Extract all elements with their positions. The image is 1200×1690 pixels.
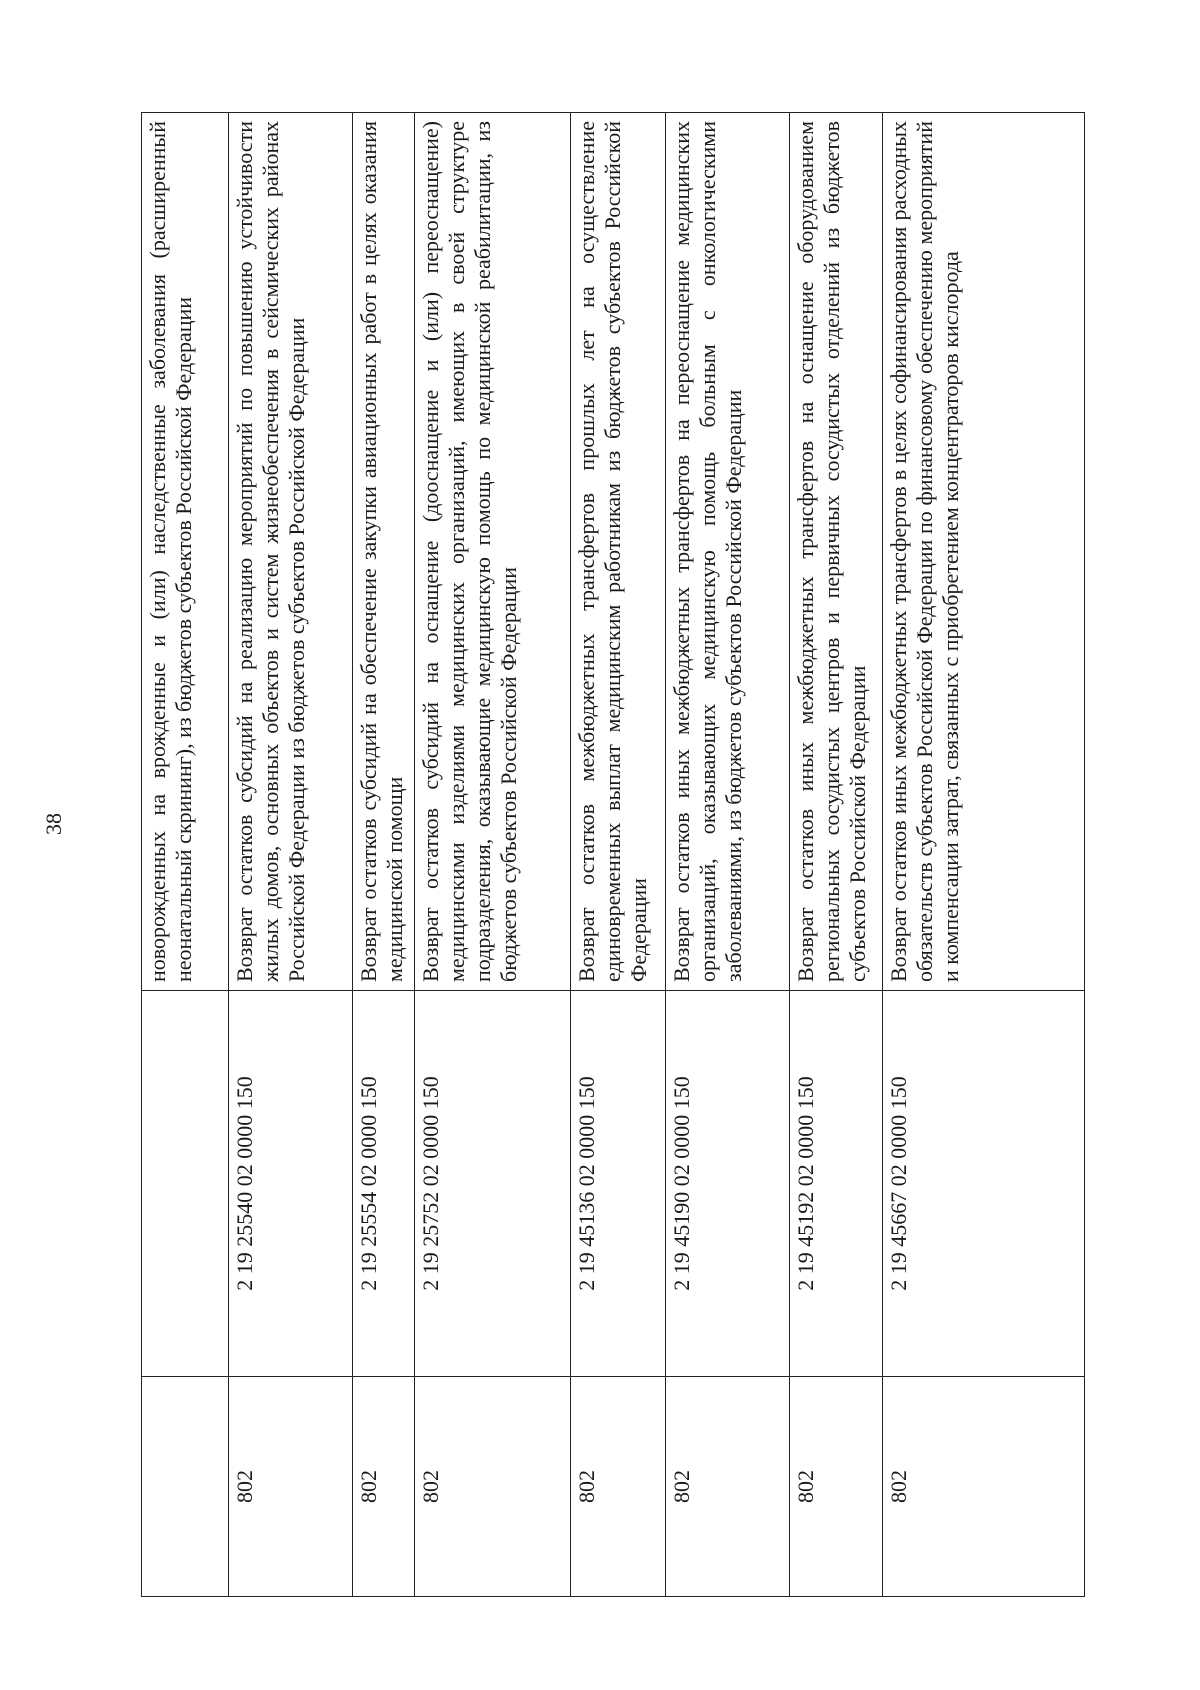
budget-code-cell: 2 19 25540 02 0000 150 [229, 991, 353, 1377]
table-row [353, 113, 415, 1597]
description-cell: Возврат остатков иных межбюджетных трансфертов в целях софинансирования расходных обязательств субъектов Российской Федерации по финансовому обеспечению мероприятий и компенсации затрат, связанных с приобретением концентраторов кислорода [883, 113, 1085, 991]
table-row [666, 113, 790, 1597]
admin-code-cell: 802 [415, 1377, 571, 1597]
description-cell: новорожденных на врожденные и (или) наследственные заболевания (расширенный неонатальный скрининг), из бюджетов субъектов Российской Федерации [142, 113, 229, 991]
page-number: 38 [41, 813, 66, 835]
admin-code-cell: 802 [229, 1377, 353, 1597]
description-cell: Возврат остатков субсидий на обеспечение закупки авиационных работ в целях оказания медицинской помощи [353, 113, 415, 991]
budget-code-cell: 2 19 25554 02 0000 150 [353, 991, 415, 1377]
description-cell: Возврат остатков иных межбюджетных трансфертов на оснащение оборудованием региональных сосудистых центров и первичных сосудистых отделений из бюджетов субъектов Российской Федерации [790, 113, 883, 991]
admin-code-cell: 802 [353, 1377, 415, 1597]
description-cell: Возврат остатков иных межбюджетных трансфертов на переоснащение медицинских организаций, оказывающих медицинскую помощь больным с онкологическими заболеваниями, из бюджетов субъектов Российской Федерации [666, 113, 790, 991]
admin-code-cell: 802 [666, 1377, 790, 1597]
table-row [790, 113, 883, 1597]
admin-code-cell: 802 [571, 1377, 666, 1597]
budget-code-cell: 2 19 25752 02 0000 150 [415, 991, 571, 1377]
budget-code-cell: 2 19 45190 02 0000 150 [666, 991, 790, 1377]
table-row [571, 113, 666, 1597]
table-row [142, 113, 229, 1597]
budget-code-cell: 2 19 45667 02 0000 150 [883, 991, 1085, 1377]
admin-code-cell: 802 [790, 1377, 883, 1597]
budget-codes-table [141, 112, 1085, 1597]
budget-code-cell: 2 19 45192 02 0000 150 [790, 991, 883, 1377]
admin-code-cell: 802 [883, 1377, 1085, 1597]
table-row [229, 113, 353, 1597]
description-cell: Возврат остатков межбюджетных трансфертов прошлых лет на осуществление единовременных выплат медицинским работникам из бюджетов субъектов Российской Федерации [571, 113, 666, 991]
description-cell: Возврат остатков субсидий на оснащение (дооснащение и (или) переоснащение) медицинскими изделиями медицинских организаций, имеющих в своей структуре подразделения, оказывающие медицинскую помощь по медицинской реабилитации, из бюджетов субъектов Российской Федерации [415, 113, 571, 991]
table-row [883, 113, 1085, 1597]
admin-code-cell [142, 1377, 229, 1597]
budget-code-cell: 2 19 45136 02 0000 150 [571, 991, 666, 1377]
table-row [415, 113, 571, 1597]
rotated-table-container [141, 113, 1084, 1597]
budget-code-cell [142, 991, 229, 1377]
description-cell: Возврат остатков субсидий на реализацию мероприятий по повышению устойчивости жилых домов, основных объектов и систем жизнеобеспечения в сейсмических районах Российской Федерации из бюджетов субъектов Российской Федерации [229, 113, 353, 991]
